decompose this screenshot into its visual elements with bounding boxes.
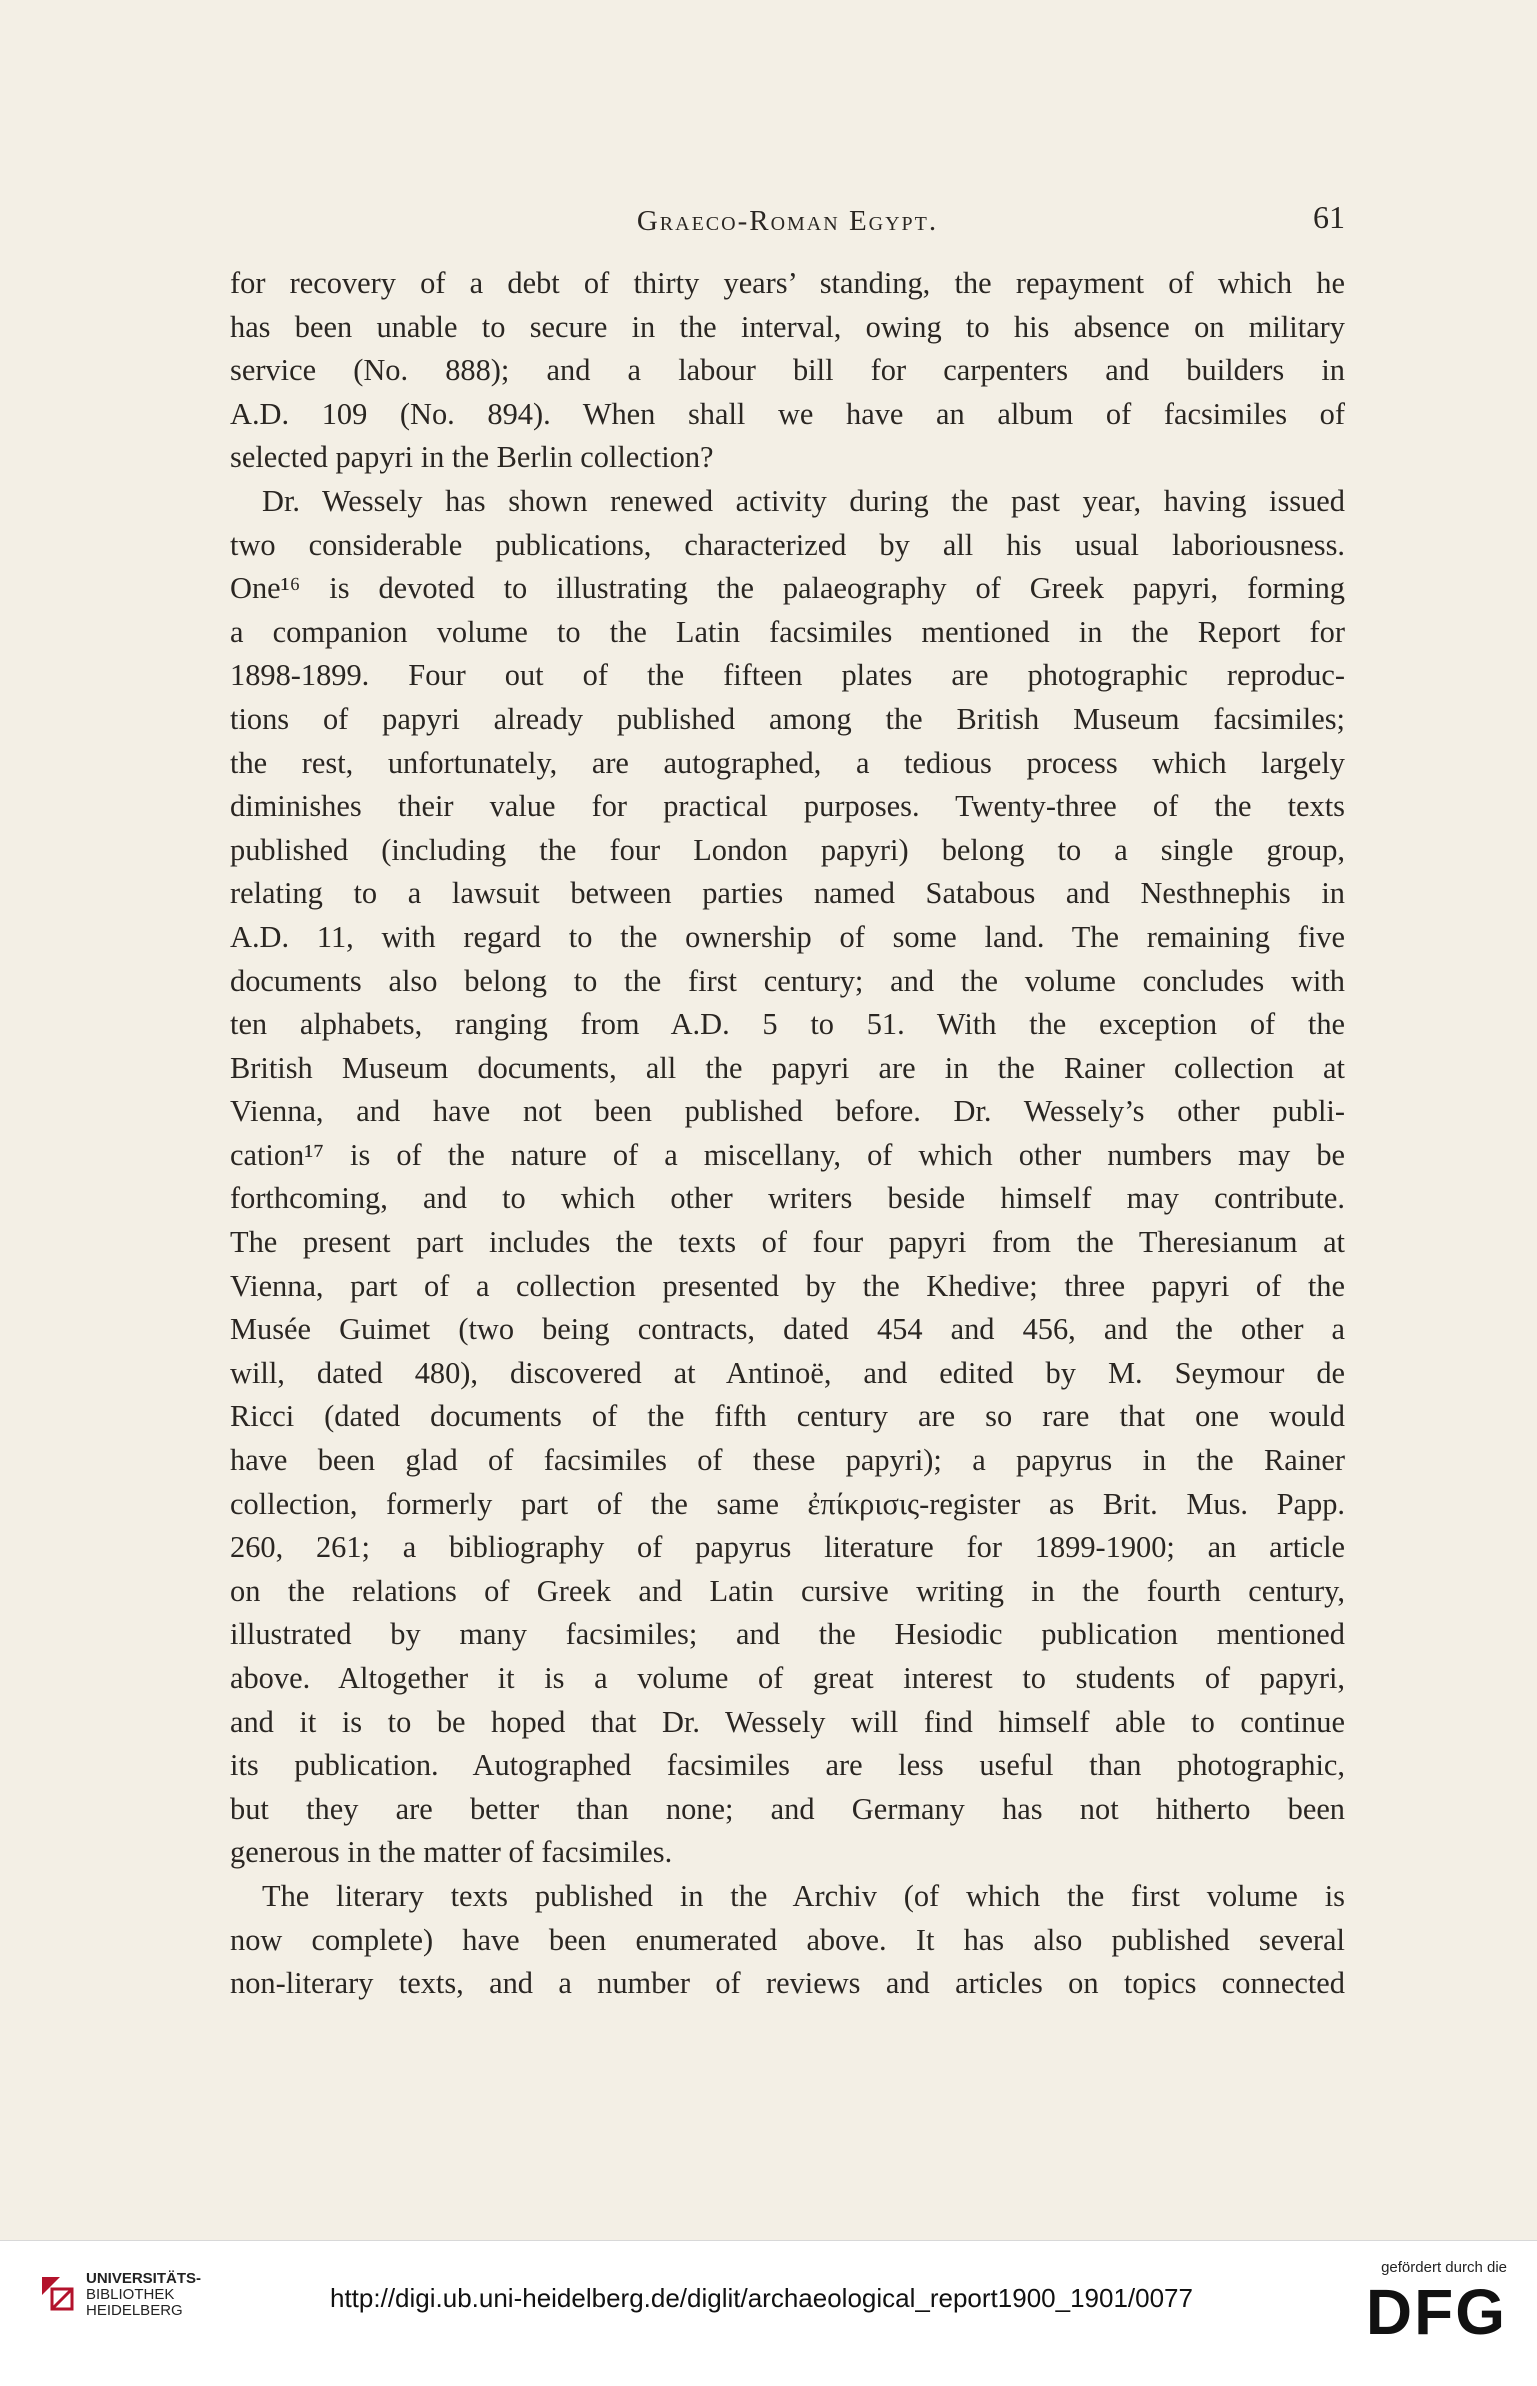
text-line: will, dated 480), discovered at Antinoë, and edited by M. Seymour de (230, 1355, 1345, 1390)
text-line: forthcoming, and to which other writers beside himself may contribute. (230, 1181, 1345, 1216)
text-line: on the relations of Greek and Latin cursive writing in the fourth century, (230, 1573, 1345, 1608)
text-line: Ricci (dated documents of the fifth century are so rare that one would (230, 1399, 1345, 1434)
library-name-line-2: BIBLIOTHEK (86, 2286, 175, 2303)
text-line: the rest, unfortunately, are autographed, a tedious process which largely (230, 745, 1345, 780)
text-line: two considerable publications, characterized by all his usual laboriousness. (230, 527, 1345, 562)
text-line: for recovery of a debt of thirty years’ standing, the repayment of which he (230, 266, 1345, 300)
permalink-url[interactable]: http://digi.ub.uni-heidelberg.de/diglit/archaeological_report1900_1901/0077 (330, 2283, 1193, 2313)
text-line: generous in the matter of facsimiles. (230, 1835, 673, 1870)
text-line: and it is to be hoped that Dr. Wessely will find himself able to continue (230, 1704, 1345, 1739)
text-line: illustrated by many facsimiles; and the Hesiodic publication mentioned (230, 1617, 1345, 1652)
university-library-logo-icon (38, 2273, 76, 2311)
text-line: ten alphabets, ranging from A.D. 5 to 51. With the exception of the (230, 1007, 1345, 1042)
text-line: The literary texts published in the Archiv (of which the first volume is (262, 1878, 1345, 1913)
funder-block (1337, 2259, 1507, 2348)
text-line: Dr. Wessely has shown renewed activity during the past year, having issued (262, 483, 1345, 518)
library-name-line-1: UNIVERSITÄTS- (86, 2270, 202, 2287)
text-line: A.D. 109 (No. 894). When shall we have an album of facsimiles of (230, 396, 1345, 431)
library-name (86, 2271, 201, 2319)
text-line: above. Altogether it is a volume of great interest to students of papyri, (230, 1661, 1345, 1695)
text-line: 260, 261; a bibliography of papyrus literature for 1899-1900; an article (230, 1530, 1345, 1565)
text-line: has been unable to secure in the interval, owing to his absence on military (230, 309, 1345, 344)
text-line: non-literary texts, and a number of reviews and articles on topics connected (230, 1966, 1345, 2001)
dfg-logo: DFG (1365, 2276, 1507, 2348)
text-line: British Museum documents, all the papyri are in the Rainer collection at (230, 1050, 1345, 1085)
footer-bar (0, 2240, 1537, 2386)
text-line: tions of papyri already published among the British Museum facsimiles; (230, 701, 1345, 736)
page-number: 61 (1313, 199, 1345, 235)
text-line: service (No. 888); and a labour bill for carpenters and builders in (230, 353, 1345, 388)
text-line: collection, formerly part of the same ἐπίκρισις-register as Brit. Mus. Papp. (230, 1486, 1345, 1521)
text-line: The present part includes the texts of four papyri from the Theresianum at (230, 1225, 1345, 1260)
library-name-line-3: HEIDELBERG (86, 2302, 183, 2319)
text-line: documents also belong to the first century; and the volume concludes with (230, 963, 1345, 998)
running-head: Graeco-Roman Egypt. (636, 205, 939, 237)
text-line: diminishes their value for practical purposes. Twenty-three of the texts (230, 789, 1345, 824)
text-line: A.D. 11, with regard to the ownership of some land. The remaining five (230, 919, 1345, 954)
text-line: have been glad of facsimiles of these papyri); a papyrus in the Rainer (230, 1443, 1345, 1478)
text-line: 1898-1899. Four out of the fifteen plates are photographic reproduc- (230, 658, 1345, 693)
text-line: selected papyri in the Berlin collection? (230, 440, 714, 475)
text-line: relating to a lawsuit between parties named Satabous and Nesthnephis in (230, 876, 1345, 911)
text-line: cation¹⁷ is of the nature of a miscellany, of which other numbers may be (230, 1137, 1345, 1172)
text-line: published (including the four London papyri) belong to a single group, (230, 832, 1345, 867)
page-header (230, 199, 1345, 255)
funder-label: gefördert durch die (1381, 2259, 1507, 2276)
text-line: One¹⁶ is devoted to illustrating the palaeography of Greek papyri, forming (230, 571, 1345, 606)
body-text (230, 262, 1345, 2006)
text-line: Vienna, part of a collection presented by the Khedive; three papyri of the (230, 1268, 1345, 1303)
text-line: now complete) have been enumerated above. It has also published several (230, 1922, 1345, 1957)
text-line: Musée Guimet (two being contracts, dated 454 and 456, and the other a (230, 1312, 1345, 1347)
text-line: its publication. Autographed facsimiles are less useful than photographic, (230, 1748, 1345, 1783)
text-line: but they are better than none; and Germany has not hitherto been (230, 1791, 1345, 1826)
text-line: Vienna, and have not been published before. Dr. Wessely’s other publi- (230, 1094, 1345, 1129)
text-line: a companion volume to the Latin facsimiles mentioned in the Report for (230, 614, 1345, 649)
